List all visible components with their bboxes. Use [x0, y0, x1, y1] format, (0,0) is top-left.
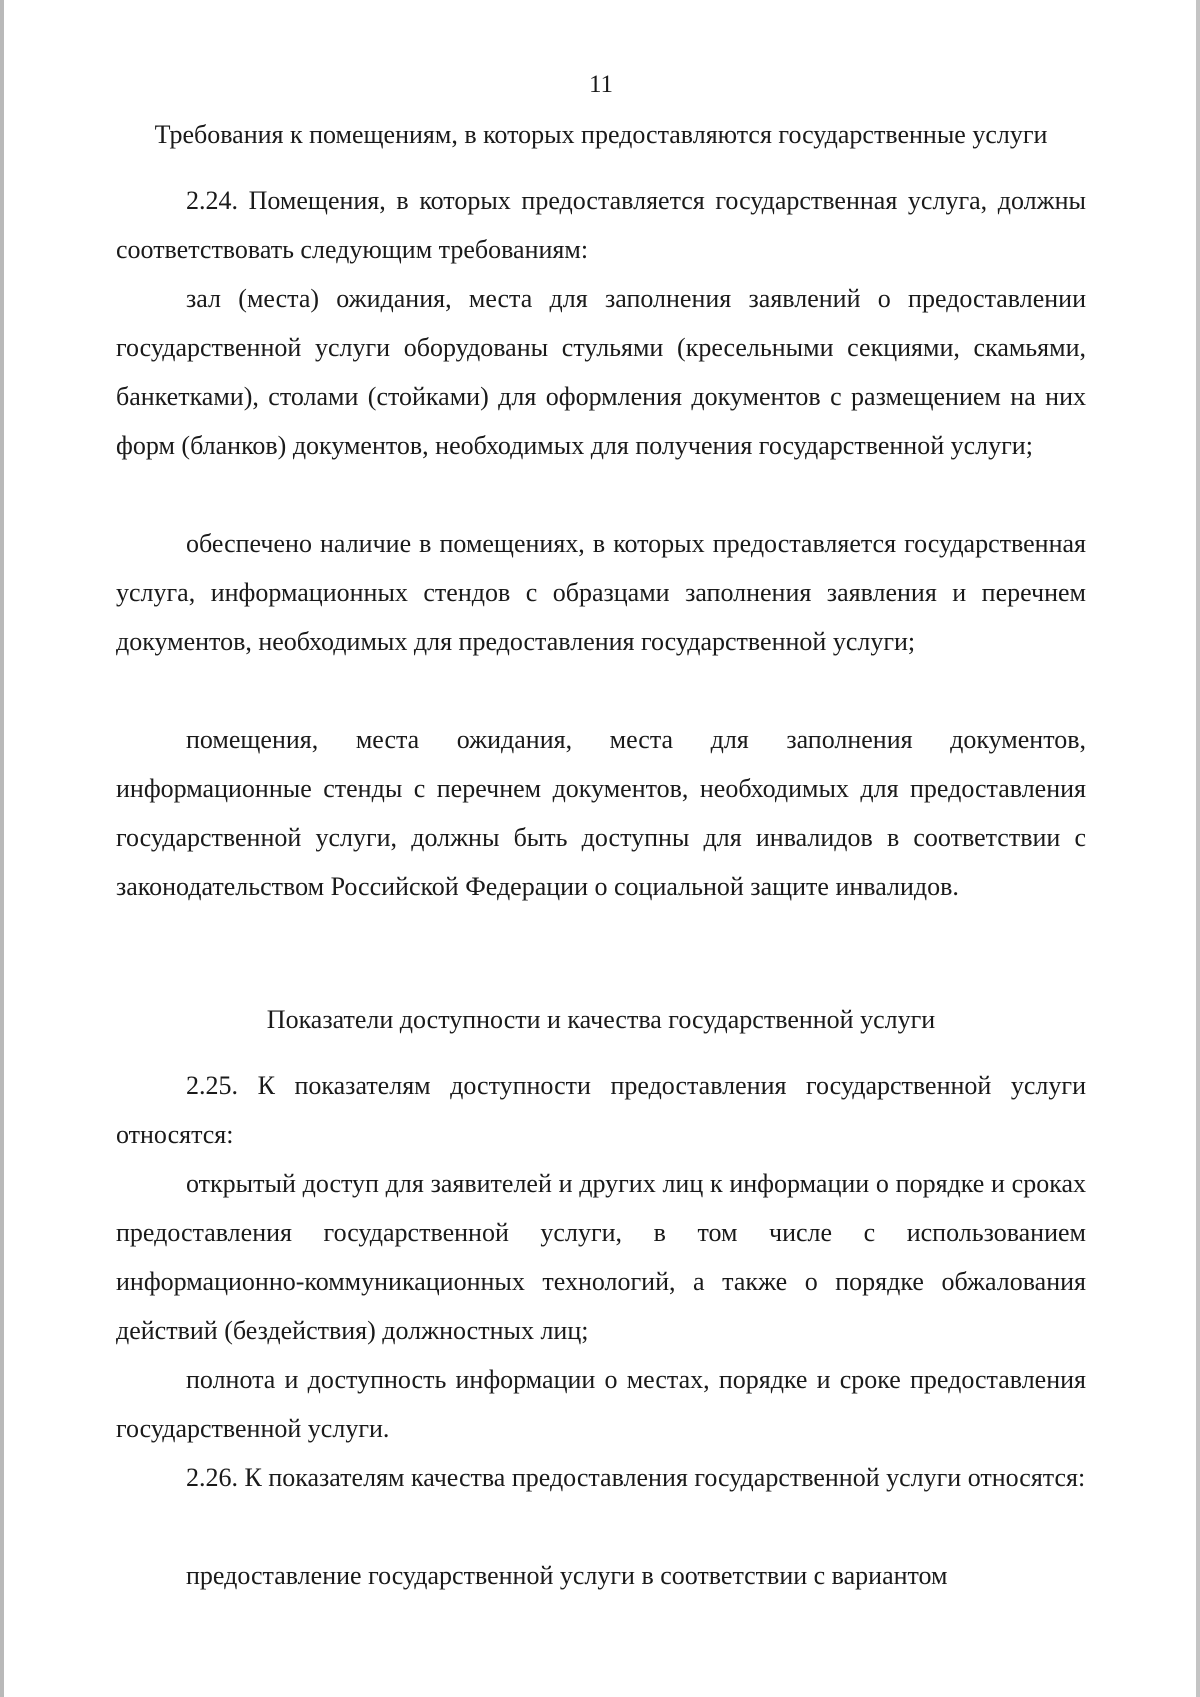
paragraph-2-25: 2.25. К показателям доступности предоставления государственной услуги относятся: [116, 1071, 1086, 1149]
paragraph-variant: предоставление государственной услуги в соответствии с вариантом [186, 1561, 948, 1590]
paragraph-waiting-area: зал (места) ожидания, места для заполнения заявлений о предоставлении государственной услуги оборудованы стульями (кресельными секциями, скамьями, банкетками), столами (стойками) для оформления документов с размещением на них форм (бланков) документов, необходимых для получения государственной услуги; [116, 284, 1086, 460]
paragraph-accessibility: помещения, места ожидания, места для заполнения документов, информационные стенды с перечнем документов, необходимых для предоставления государственной услуги, должны быть доступны для инвалидов в соответствии с законодательством Российской Федерации о социальной защите инвалидов. [116, 725, 1086, 901]
paragraph-2-26: 2.26. К показателям качества предоставления государственной услуги относятся: [186, 1463, 1086, 1492]
paragraph-info-stands: обеспечено наличие в помещениях, в которых предоставляется государственная услуга, информационных стендов с образцами заполнения заявления и перечнем документов, необходимых для предоставления государственной услуги; [116, 529, 1086, 656]
page-edge-left [0, 0, 4, 1697]
page-edge-right [1196, 0, 1200, 1697]
paragraph-open-access: открытый доступ для заявителей и других лиц к информации о порядке и сроках предоставления государственной услуги, в том числе с использованием информационно-коммуникационных технологий, а также о порядке обжалования действий (бездействия) должностных лиц; [116, 1169, 1086, 1345]
section-heading-indicators: Показатели доступности и качества государственной услуги [266, 1005, 936, 1034]
page-number: 11 [588, 71, 614, 98]
section-heading-premises: Требования к помещениям, в которых предоставляются государственные услуги [154, 120, 1048, 149]
paragraph-completeness: полнота и доступность информации о местах, порядке и сроке предоставления государственной услуги. [116, 1365, 1086, 1443]
paragraph-2-24: 2.24. Помещения, в которых предоставляется государственная услуга, должны соответствовать следующим требованиям: [116, 186, 1086, 264]
document-page [116, 0, 1086, 1697]
